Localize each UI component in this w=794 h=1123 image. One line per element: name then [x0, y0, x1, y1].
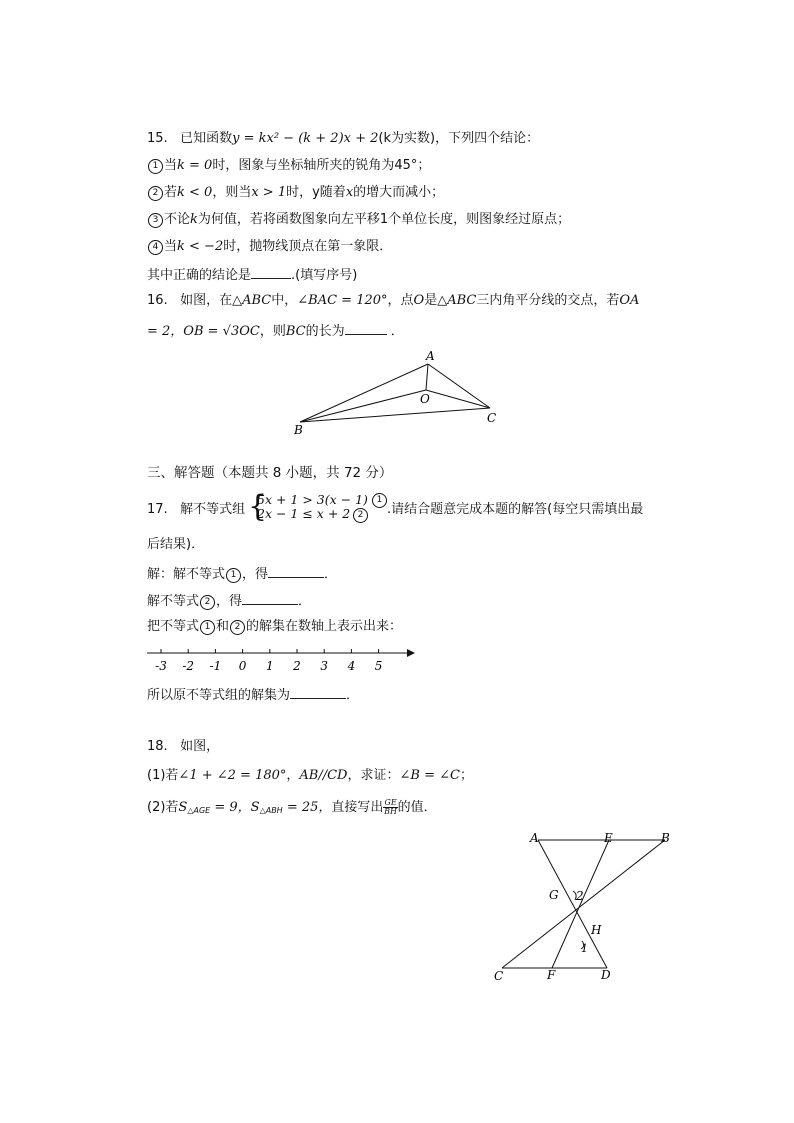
q17-step4: 所以原不等式组的解集为 ． [147, 684, 359, 706]
q18-stem: 18. 如图， [147, 739, 220, 754]
question-number: 18. [147, 739, 168, 754]
angle-label-1: 1 [581, 942, 588, 955]
number-line [145, 643, 425, 675]
q15-conclusion-2: 2 若k < 0，则当x > 1时，y随着x的增大而减小； [147, 183, 444, 203]
circled-2-icon: 2 [200, 595, 215, 610]
point-label-b: B [294, 423, 303, 436]
segment-ac [428, 364, 490, 408]
circled-2-icon: 2 [353, 508, 368, 523]
arrow-right-icon [407, 649, 415, 657]
point-label-c: C [494, 969, 504, 983]
axis-tick-label: -3 [155, 659, 167, 673]
axis-tick-label: 3 [320, 659, 329, 673]
q16-stem-line1: 16. 如图，在△ABC中，∠BAC = 120°，点O是△ABC三内角平分线的交点，若OA [147, 293, 640, 308]
section-title: 三、解答题（本题共 8 小题，共 72 分） [147, 465, 393, 481]
circled-2-icon: 2 [148, 186, 163, 201]
q17-stem-end: 后结果)． [147, 537, 205, 552]
segment-oc [426, 390, 490, 408]
system-brace: { [248, 489, 268, 524]
circled-1-icon: 1 [372, 493, 387, 508]
q17-step2: 解不等式 2 ，得 ． [147, 590, 311, 612]
q16-stem-line2: = 2，OB = √3OC，则BC的长为 ． [147, 320, 404, 342]
angle-label-2: 2 [576, 889, 584, 903]
circled-4-icon: 4 [148, 240, 163, 255]
q15-stem: 15. 已知函数y = kx² − (k + 2)x + 2(k为实数)，下列四个结论： [147, 131, 540, 146]
question-number: 15. [147, 131, 168, 146]
inequality-1: 5x + 1 > 3(x − 1) [257, 492, 368, 507]
circled-1-icon: 1 [226, 568, 241, 583]
circled-1-icon: 1 [200, 620, 215, 635]
segment-ab [300, 364, 428, 422]
q17-step3: 把不等式 1 和 2 的解集在数轴上表示出来： [147, 619, 403, 634]
axis-tick-label: 5 [374, 659, 383, 673]
question-number: 17. [147, 502, 168, 517]
q17-stem: 17. 解不等式组 [147, 502, 246, 517]
axis-tick-label: 1 [265, 659, 274, 673]
point-label-e: E [604, 831, 613, 845]
circled-2-icon: 2 [230, 620, 245, 635]
answer-blank[interactable] [268, 563, 324, 578]
axis-tick-label: -2 [182, 659, 195, 673]
q15-conclusion-4: 4 当k < −2时，抛物线顶点在第一象限． [147, 237, 392, 257]
q15-conclusion-1: 1 当k = 0时，图象与坐标轴所夹的锐角为45°； [147, 156, 430, 176]
function-expression: y = kx² − (k + 2)x + 2 [232, 131, 379, 146]
circled-1-icon: 1 [148, 159, 163, 174]
answer-blank[interactable] [251, 264, 291, 279]
axis-tick-label: 4 [347, 659, 356, 673]
answer-blank[interactable] [290, 684, 346, 699]
point-label-h: H [591, 923, 602, 937]
q17-step1: 解：解不等式 1 ，得 ． [147, 563, 337, 585]
axis-tick-label: 0 [238, 659, 247, 673]
segment-ad [538, 840, 607, 968]
axis-tick-label: 2 [293, 659, 301, 673]
point-label-b: B [661, 831, 670, 845]
circled-3-icon: 3 [148, 213, 163, 228]
point-label-c: C [487, 411, 497, 425]
point-label-g: G [549, 888, 559, 902]
point-label-d: D [601, 968, 611, 982]
q17-stem-cont: .请结合题意完成本题的解答(每空只需填出最 [387, 502, 644, 517]
q15-conclusion-3: 3 不论k为何值，若将函数图象向左平移1个单位长度，则图象经过原点； [147, 210, 570, 230]
inequality-2: 2x − 1 ≤ x + 2 [257, 506, 351, 521]
answer-blank[interactable] [345, 320, 387, 335]
point-label-a: A [426, 349, 435, 363]
point-label-a: A [530, 831, 539, 845]
point-label-f: F [547, 968, 556, 982]
point-label-o: O [420, 392, 430, 406]
q18-part2: (2)若$S_{\triangle AGE} = 9$，$S_{\triangle ABH} = 25$，直接写出 $\frac{GE}{BH}$的值． [147, 798, 437, 816]
axis-tick-label: -1 [209, 659, 222, 673]
question-number: 16. [147, 293, 168, 308]
triangle-figure [290, 346, 510, 436]
segment-oa [426, 364, 428, 390]
q15-question: 其中正确的结论是 .(填写序号) [147, 264, 357, 286]
answer-blank[interactable] [242, 590, 298, 605]
q18-part1: (1)若∠1 + ∠2 = 180°，AB//CD，求证：∠B = ∠C； [147, 768, 473, 783]
fraction-ge-bh: $\frac{GE}{BH}$ [384, 798, 397, 816]
parallel-lines-figure [490, 828, 690, 988]
